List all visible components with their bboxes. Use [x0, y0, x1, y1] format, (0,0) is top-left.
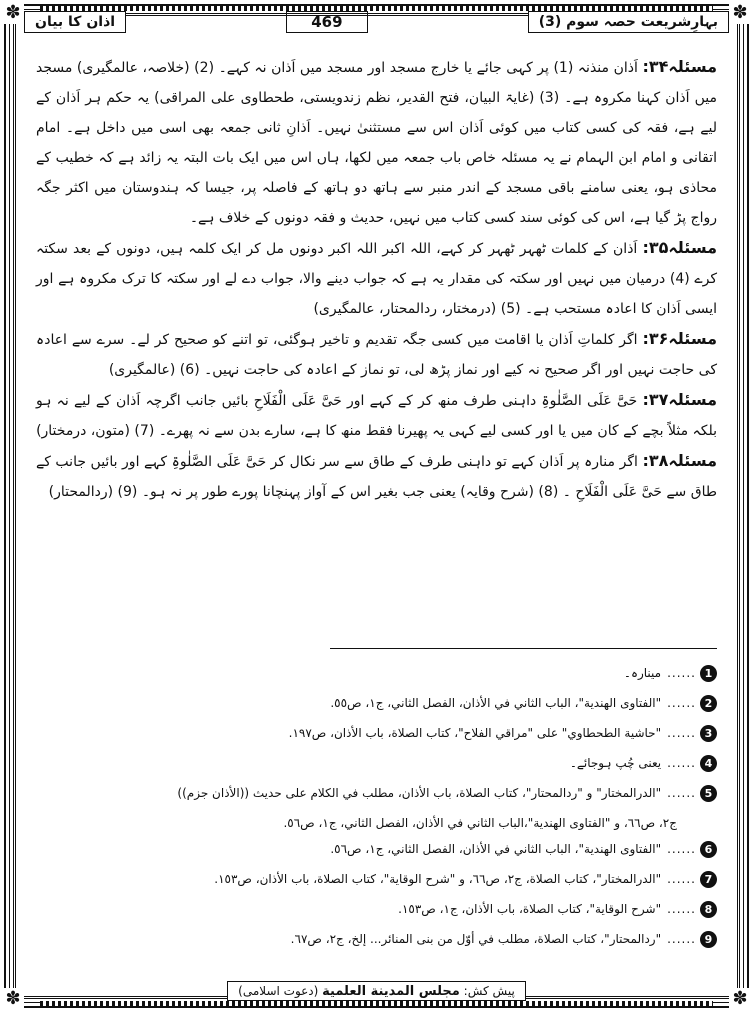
- footnote-text: "الفتاوى الهندية"، الباب الثاني في الأذان، الفصل الثاني، ج١، ص٥٦.: [330, 842, 662, 856]
- footnote-text: مینارہ۔: [623, 666, 662, 680]
- publisher-name: مجلس المدينة العلمية: [322, 984, 460, 999]
- footnote-item: 8 ...... "شرح الوقاية"، كتاب الصلاة، باب الأذان، ج١، ص١٥٣.: [36, 896, 717, 922]
- paragraph-text: اَذان کے کلمات ٹھہر ٹھہر کر کہے، اللہ اکبر اللہ اکبر دونوں مل کر ایک کلمہ ہیں، دونوں کے بعد سکتہ کرے (4) درمیان میں نہیں اور سکتہ کی مقدار یہ ہے کہ جواب دینے والا، جواب دے لے اور سکتہ کا ترک مکروہ ہے اور ایسی اَذان کا اعادہ مستحب ہے۔ (5) (درمختار، ردالمحتار، عالمگیری): [36, 241, 717, 317]
- footnote-number: 5: [700, 785, 717, 802]
- paragraph-text: اَذان منذنہ (1) پر کہی جائے یا خارج مسجد اور مسجد میں اَذان نہ کہے۔ (2) (خلاصہ، عالمگیری) مسجد میں اَذان کہنا مکروہ ہے۔ (3) (غایۃ البیان، فتح القدیر، نظم زندویستی، طحطاوی علی المراقی) یہ حکم ہر اَذان کے لیے ہے، فقہ کی کسی کتاب میں کوئی اَذان اس سے مستثنیٰ نہیں۔ اَذانِ ثانی جمعہ بھی اسی میں داخل ہے۔ امام اتقانی و امام ابن الہمام نے یہ مسئلہ خاص باب جمعہ میں لکھا، ہاں اس میں ایک بات البتہ یہ زائد ہے کہ خطیب کے محاذی ہو، یعنی سامنے باقی مسجد کے اندر منبر سے ہاتھ دو ہاتھ کے فاصلہ پر، جیسا کہ ہندوستان میں اکثر جگہ رواج پڑ گیا ہے، اس کی کوئی سند کسی کتاب میں نہیں، حدیث و فقہ دونوں کے خلاف ہے۔: [36, 60, 717, 226]
- issue-label: مسئلہ۳۸:: [642, 451, 717, 470]
- book-title: بہارِشریعت حصہ سوم (3): [528, 11, 729, 33]
- page-footer: [24, 980, 729, 1002]
- footnote-item: 3 ...... "حاشية الطحطاوي" على "مراقي الفلاح"، كتاب الصلاة، باب الأذان، ص١٩٧.: [36, 720, 717, 746]
- footnote-number: 6: [700, 841, 717, 858]
- paragraph-37: [36, 385, 717, 446]
- publisher-credit: [227, 981, 526, 1001]
- issue-label: مسئلہ۳۷:: [642, 390, 717, 409]
- footnote-number: 2: [700, 695, 717, 712]
- footnote-number: 9: [700, 931, 717, 948]
- paragraph-34: [36, 52, 717, 233]
- paragraph-text: اگر منارہ پر اَذان کہے تو داہنی طرف کے طاق سے سر نکال کر حَیَّ عَلَی الصَّلٰوۃِ کہے اور بائیں جانب کے طاق سے حَیَّ عَلَی الْفَلَاحِ ۔ (8) (شرح وقایہ) یعنی جب بغیر اس کے آواز پہنچانا پورے طور پر نہ ہو۔ (9) (ردالمحتار): [36, 454, 717, 500]
- credit-prefix: پیش کش:: [463, 984, 515, 998]
- footnote-item: 4 ...... یعنی چُپ ہوجائے۔: [36, 750, 717, 776]
- corner-ornament-icon: ✽: [729, 988, 751, 1010]
- footnote-text: "ردالمحتار"، كتاب الصلاة، مطلب في أوّل من بنى المنائر... إلخ، ج٢، ص٦٧.: [290, 932, 662, 946]
- footnote-number: 4: [700, 755, 717, 772]
- main-text: [36, 52, 717, 507]
- footnote-divider: [330, 648, 717, 649]
- footnote-item: 2 ...... "الفتاوی الهندية"، الباب الثاني في الأذان، الفصل الثاني، ج١، ص٥٥.: [36, 690, 717, 716]
- footnote-number: 3: [700, 725, 717, 742]
- footnote-number: 7: [700, 871, 717, 888]
- corner-ornament-icon: ✽: [2, 2, 24, 24]
- paragraph-text: اگر کلماتِ اَذان یا اقامت میں کسی جگہ تقدیم و تاخیر ہوگئی، تو اتنے کو صحیح کر لے۔ سرے سے اعادہ کی حاجت نہیں اور اگر صحیح نہ کیے اور نماز پڑھ لی، تو نماز کے اعادہ کی حاجت نہیں۔ (6) (عالمگیری): [36, 332, 717, 378]
- footnote-item: 7 ...... "الدرالمختار"، كتاب الصلاة، ج٢، ص٦٦، و "شرح الوقاية"، كتاب الصلاة، باب الأذان، ص١٥٣.: [36, 866, 717, 892]
- footnote-number: 1: [700, 665, 717, 682]
- chapter-title: اذان کا بیان: [24, 11, 126, 33]
- footnotes: [36, 660, 717, 956]
- footnote-item: 6 ...... "الفتاوى الهندية"، الباب الثاني في الأذان، الفصل الثاني، ج١، ص٥٦.: [36, 836, 717, 862]
- footnote-number: 8: [700, 901, 717, 918]
- page-header: [24, 10, 729, 34]
- footnote-text: "حاشية الطحطاوي" على "مراقي الفلاح"، كتاب الصلاة، باب الأذان، ص١٩٧.: [288, 726, 662, 740]
- publisher-suffix: (دعوت اسلامی): [238, 984, 319, 998]
- issue-label: مسئلہ۳۶:: [642, 329, 717, 348]
- page-number: 469: [286, 11, 368, 33]
- issue-label: مسئلہ۳۴:: [642, 57, 717, 76]
- footnote-text: یعنی چُپ ہوجائے۔: [569, 756, 662, 770]
- footnote-text: "الفتاوی الهندية"، الباب الثاني في الأذان، الفصل الثاني، ج١، ص٥٥.: [330, 696, 662, 710]
- footnote-text: "شرح الوقاية"، كتاب الصلاة، باب الأذان، ج١، ص١٥٣.: [398, 902, 662, 916]
- footnote-continuation: ج٢، ص٦٦، و "الفتاوى الهندية"،الباب الثاني في الأذان، الفصل الثاني، ج١، ص٥٦.: [283, 816, 677, 830]
- footnote-text: "الدرالمختار"، كتاب الصلاة، ج٢، ص٦٦، و "شرح الوقاية"، كتاب الصلاة، باب الأذان، ص١٥٣.: [214, 872, 662, 886]
- footnote-item: 5 ...... "الدرالمختار" و "ردالمحتار"، كتاب الصلاة، باب الأذان، مطلب في الكلام على حديث ((الأذان جزم)): [36, 780, 717, 806]
- footnote-item: 1 ...... مینارہ۔: [36, 660, 717, 686]
- footnote-text: "الدرالمختار" و "ردالمحتار"، كتاب الصلاة، باب الأذان، مطلب في الكلام على حديث ((الأذان جزم)): [177, 786, 662, 800]
- paragraph-text: حَیَّ عَلَی الصَّلٰوۃِ داہنی طرف منھ کر کے کہے اور حَیَّ عَلَی الْفَلَاحِ بائیں جانب اگرچہ اَذان کے لیے نہ ہو بلکہ مثلاً بچے کے کان میں یا اور کسی لیے کہی یہ پھیرنا فقط منھ کا ہے، سارے بدن سے نہ پھرے۔ (7) (متون، درمختار): [36, 393, 717, 439]
- corner-ornament-icon: ✽: [729, 2, 751, 24]
- footnote-item: 9 ...... "ردالمحتار"، كتاب الصلاة، مطلب في أوّل من بنى المنائر... إلخ، ج٢، ص٦٧.: [36, 926, 717, 952]
- paragraph-35: [36, 233, 717, 324]
- corner-ornament-icon: ✽: [2, 988, 24, 1010]
- paragraph-38: [36, 446, 717, 507]
- paragraph-36: [36, 324, 717, 385]
- issue-label: مسئلہ۳۵:: [642, 238, 718, 257]
